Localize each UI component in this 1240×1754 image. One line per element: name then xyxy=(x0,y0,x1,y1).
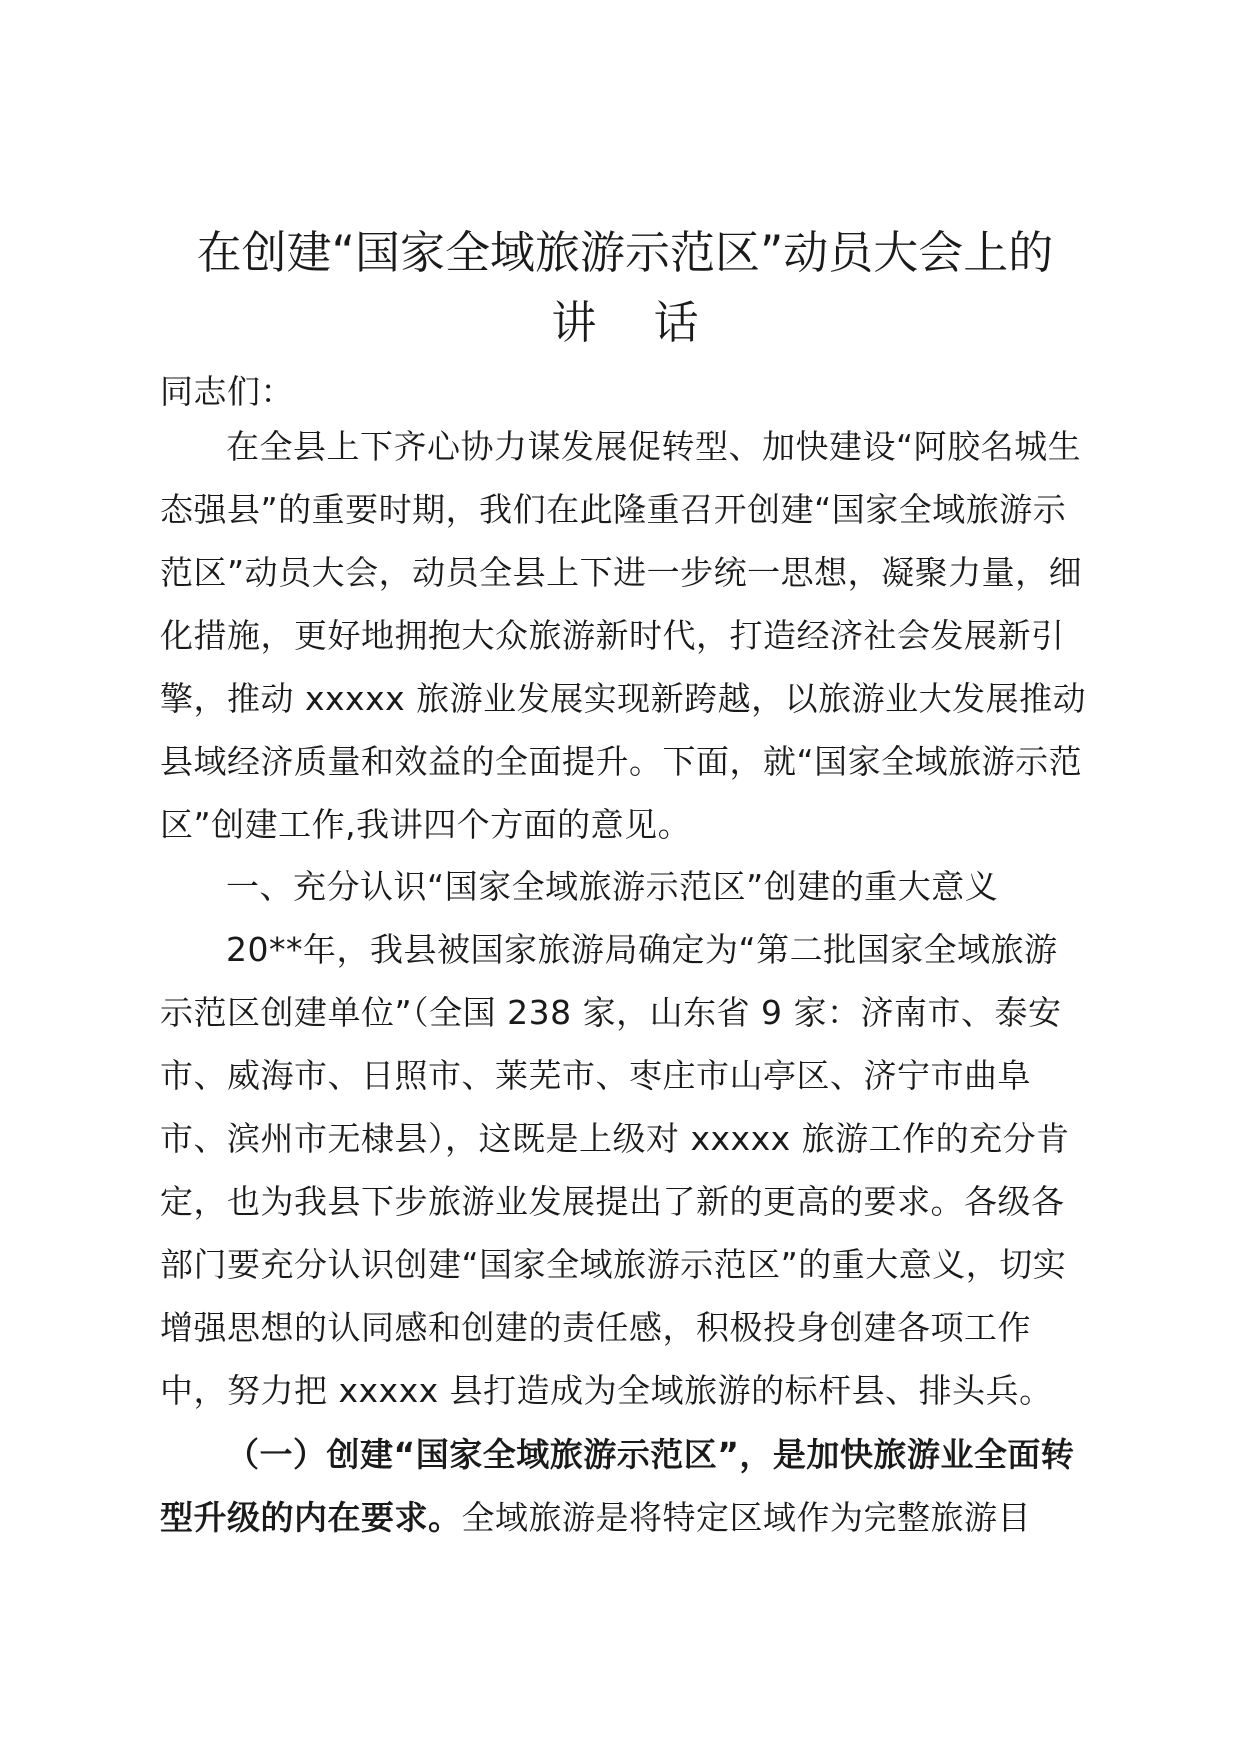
document-title-line2 xyxy=(160,288,1090,358)
section-heading-1: 一、充分认识“国家全域旅游示范区”创建的重大意义 xyxy=(226,867,999,906)
document-title-line1: 在创建“国家全域旅游示范区”动员大会上的 xyxy=(196,226,1054,279)
paragraph-subsection-1 xyxy=(160,1423,1090,1549)
paragraph-section-1: 20**年，我县被国家旅游局确定为“第二批国家全域旅游示范区创建单位”（全国 238 家，山东省 9 家：济南市、泰安市、威海市、日照市、莱芜市、枣庄市山亭区、济宁市曲阜市、滨州市无棣县），这既是上级对 xxxxx 旅游工作的充分肯定，也为我县下步旅游业发展提出了新的更高的要求。各级各部门要充分认识创建“国家全域旅游示范区”的重大意义，切实增强思想的认同感和创建的责任感，积极投身创建各项工作中，努力把 xxxxx 县打造成为全域旅游的标杆县、排头兵。 xyxy=(160,930,1070,1410)
document-title-line2-text: 讲 话 xyxy=(551,296,699,349)
salutation: 同志们： xyxy=(160,372,294,411)
subsection-heading-1: （一）创建“国家全域旅游示范区”，是加快旅游业全面转型升级的内在要求。 xyxy=(160,1435,1075,1537)
subsection-text-1: 全域旅游是将特定区域作为完整旅游目 xyxy=(461,1498,1031,1537)
paragraph-intro: 在全县上下齐心协力谋发展促转型、加快建设“阿胶名城生态强县”的重要时期，我们在此隆重召开创建“国家全域旅游示范区”动员大会，动员全县上下进一步统一思想，凝聚力量，细化措施，更好地拥抱大众旅游新时代，打造经济社会发展新引擎，推动 xxxxx 旅游业发展实现新跨越，以旅游业大发展推动县域经济质量和效益的全面提升。下面，就“国家全域旅游示范区”创建工作,我讲四个方面的意见。 xyxy=(160,427,1087,844)
